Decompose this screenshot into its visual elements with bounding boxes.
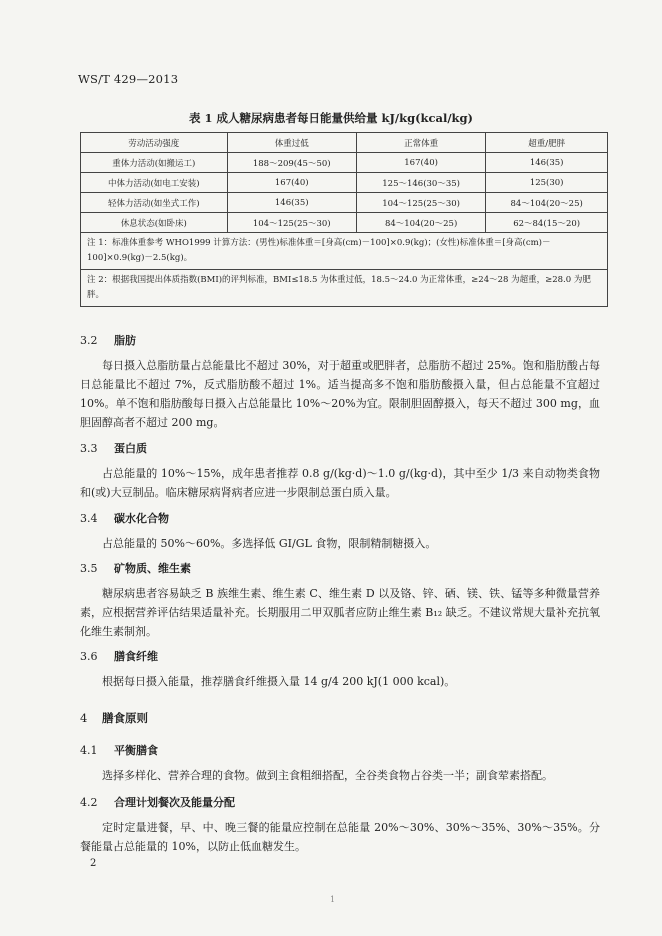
table-note-row (81, 233, 608, 270)
table-cell: 167(40) (227, 173, 356, 193)
col-header: 体重过低 (227, 133, 356, 153)
footer-mark: 1 (330, 895, 336, 904)
paragraph: 选择多样化、营养合理的食物。做到主食粗细搭配，全谷类食物占谷类一半；副食荤素搭配。 (102, 769, 553, 782)
section-number: 3.4 (80, 512, 98, 525)
section-heading (80, 742, 158, 758)
section-body (80, 464, 600, 502)
section-heading (80, 560, 191, 576)
paragraph: 占总能量的 10%～15%，成年患者推荐 0.8 g/(kg·d)～1.0 g/(kg·d)，其中至少 1/3 来自动物类食物和(或)大豆制品。临床糖尿病肾病者应进一步限制总蛋白质入量。 (80, 467, 600, 499)
chapter-heading (80, 710, 148, 726)
section-number: 3.3 (80, 442, 98, 455)
table-cell: 重体力活动(如搬运工) (81, 153, 228, 173)
table-cell: 104～125(25～30) (227, 213, 356, 233)
table-cell: 中体力活动(如电工安装) (81, 173, 228, 193)
section-heading (80, 440, 147, 456)
table-cell: 167(40) (356, 153, 485, 173)
section-number: 4.2 (80, 796, 98, 809)
paragraph: 每日摄入总脂肪量占总能量比不超过 30%，对于超重或肥胖者，总脂肪不超过 25%。饱和脂肪酸占每日总能量比不超过 7%，反式脂肪酸不超过 1%。适当提高多不饱和脂肪酸摄入量，但占总能量不宜超过 10%。单不饱和脂肪酸每日摄入占总能量比 10%～20%为宜。限制胆固醇摄入，每天不超过 300 mg，血胆固醇高者不超过 200 mg。 (80, 359, 600, 429)
paragraph: 定时定量进餐，早、中、晚三餐的能量应控制在总能量 20%～30%、30%～35%、30%～35%。分餐能量占总能量的 10%，以防止低血糖发生。 (80, 821, 600, 853)
section-title: 膳食纤维 (114, 650, 158, 663)
section-heading (80, 510, 169, 526)
section-number: 4 (80, 711, 88, 725)
section-number: 3.5 (80, 562, 98, 575)
table-cell: 146(35) (486, 153, 608, 173)
energy-table (80, 132, 608, 307)
section-body (80, 766, 600, 785)
paragraph: 根据每日摄入能量，推荐膳食纤维摄入量 14 g/4 200 kJ(1 000 kcal)。 (102, 675, 456, 688)
standard-code: WS/T 429—2013 (78, 72, 179, 86)
table-cell: 125～146(30～35) (356, 173, 485, 193)
table-cell: 84～104(20～25) (356, 213, 485, 233)
paragraph: 糖尿病患者容易缺乏 B 族维生素、维生素 C、维生素 D 以及铬、锌、硒、镁、铁、锰等多种微量营养素，应根据营养评估结果适量补充。长期服用二甲双胍者应防止维生素 B₁₂ 缺乏。不建议常规大量补充抗氧化维生素制剂。 (80, 587, 600, 638)
section-title: 矿物质、维生素 (114, 562, 191, 575)
table-note-1: 注 1：标准体重参考 WHO1999 计算方法：(男性)标准体重＝[身高(cm)－100]×0.9(kg)；(女性)标准体重＝[身高(cm)－100]×0.9(kg)－2.5(kg)。 (81, 233, 608, 270)
table-note-row (81, 270, 608, 307)
table-note-2: 注 2：根据我国提出体质指数(BMI)的评判标准，BMI≤18.5 为体重过低，18.5～24.0 为正常体重，≥24～28 为超重，≥28.0 为肥胖。 (81, 270, 608, 307)
section-title: 合理计划餐次及能量分配 (114, 796, 235, 809)
section-body (80, 356, 600, 432)
section-title: 碳水化合物 (114, 512, 169, 525)
table-cell: 104～125(25～30) (356, 193, 485, 213)
table-cell: 休息状态(如卧床) (81, 213, 228, 233)
section-heading (80, 794, 235, 810)
section-body (80, 672, 600, 691)
col-header: 超重/肥胖 (486, 133, 608, 153)
section-number: 3.6 (80, 650, 98, 663)
section-number: 4.1 (80, 744, 98, 757)
table-cell: 188～209(45～50) (227, 153, 356, 173)
page-number: 2 (90, 858, 97, 869)
section-body (80, 534, 600, 553)
table-cell: 84～104(20～25) (486, 193, 608, 213)
section-title: 膳食原则 (102, 711, 148, 725)
col-header: 正常体重 (356, 133, 485, 153)
table-title: 表 1 成人糖尿病患者每日能量供给量 kJ/kg(kcal/kg) (188, 111, 473, 125)
table-row (81, 213, 608, 233)
table-row (81, 153, 608, 173)
section-heading (80, 648, 158, 664)
section-title: 蛋白质 (114, 442, 147, 455)
col-header: 劳动活动强度 (81, 133, 228, 153)
table-cell: 62～84(15～20) (486, 213, 608, 233)
section-number: 3.2 (80, 334, 98, 347)
table-cell: 125(30) (486, 173, 608, 193)
section-heading (80, 332, 136, 348)
table-row (81, 193, 608, 213)
paragraph: 占总能量的 50%～60%。多选择低 GI/GL 食物，限制精制糖摄入。 (102, 537, 437, 550)
section-body (80, 584, 600, 641)
table-header-row (81, 133, 608, 153)
section-body (80, 818, 600, 856)
section-title: 脂肪 (114, 334, 136, 347)
table-row (81, 173, 608, 193)
table-cell: 146(35) (227, 193, 356, 213)
table-cell: 轻体力活动(如坐式工作) (81, 193, 228, 213)
section-title: 平衡膳食 (114, 744, 158, 757)
